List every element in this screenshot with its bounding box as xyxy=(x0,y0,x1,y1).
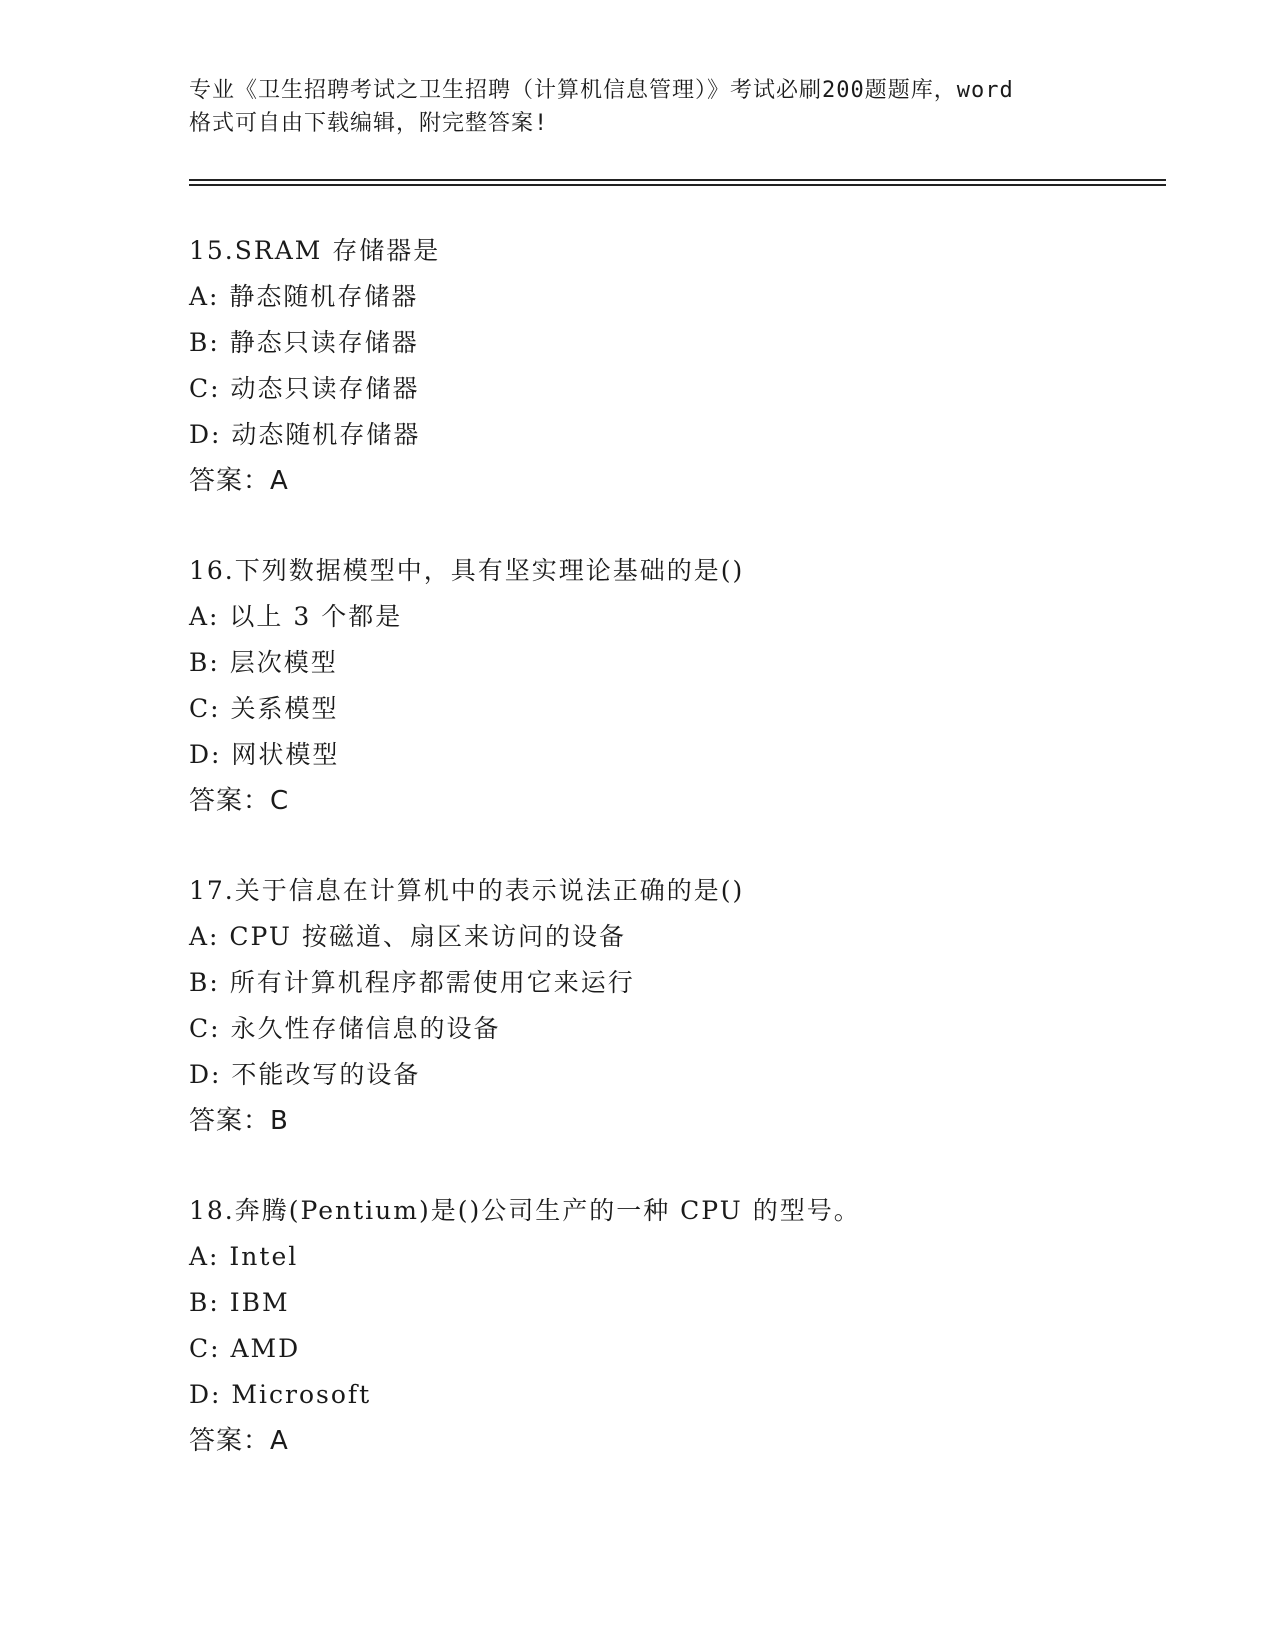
option-a: A: 以上 3 个都是 xyxy=(189,602,403,631)
document-header xyxy=(189,74,1089,140)
header-title-line-1: 专业《卫生招聘考试之卫生招聘（计算机信息管理）》考试必刷200题题库，word xyxy=(189,78,1014,103)
option-c: C: 动态只读存储器 xyxy=(189,374,420,403)
option-b: B: 层次模型 xyxy=(189,648,338,677)
answer-value: C xyxy=(270,786,290,816)
answer-value: B xyxy=(270,1106,289,1136)
question-17 xyxy=(189,868,1169,1144)
answer-label: 答案： xyxy=(189,466,271,496)
answer-line xyxy=(189,458,1169,504)
answer-value: A xyxy=(270,466,289,496)
option-d: D: Microsoft xyxy=(189,1380,372,1409)
answer-value: A xyxy=(270,1426,289,1456)
question-stem: 15.SRAM 存储器是 xyxy=(189,236,441,265)
answer-line xyxy=(189,1098,1169,1144)
header-title-line-2: 格式可自由下载编辑，附完整答案! xyxy=(189,111,549,136)
answer-label: 答案： xyxy=(189,1106,271,1136)
question-stem: 16.下列数据模型中，具有坚实理论基础的是() xyxy=(189,556,745,585)
option-b: B: 静态只读存储器 xyxy=(189,328,419,357)
answer-line xyxy=(189,778,1169,824)
option-b: B: 所有计算机程序都需使用它来运行 xyxy=(189,968,635,997)
header-divider-bottom xyxy=(189,184,1166,186)
question-18 xyxy=(189,1188,1169,1464)
question-stem: 18.奔腾(Pentium)是()公司生产的一种 CPU 的型号。 xyxy=(189,1196,861,1225)
option-a: A: Intel xyxy=(189,1242,299,1271)
question-15 xyxy=(189,228,1169,504)
answer-line xyxy=(189,1418,1169,1464)
option-c: C: AMD xyxy=(189,1334,301,1363)
option-a: A: CPU 按磁道、扇区来访问的设备 xyxy=(189,922,626,951)
option-d: D: 不能改写的设备 xyxy=(189,1060,421,1089)
header-divider-top xyxy=(189,179,1166,181)
answer-label: 答案： xyxy=(189,786,271,816)
answer-label: 答案： xyxy=(189,1426,271,1456)
option-d: D: 动态随机存储器 xyxy=(189,420,421,449)
question-stem: 17.关于信息在计算机中的表示说法正确的是() xyxy=(189,876,745,905)
option-b: B: IBM xyxy=(189,1288,290,1317)
option-a: A: 静态随机存储器 xyxy=(189,282,419,311)
option-d: D: 网状模型 xyxy=(189,740,340,769)
option-c: C: 关系模型 xyxy=(189,694,339,723)
question-16 xyxy=(189,548,1169,824)
option-c: C: 永久性存储信息的设备 xyxy=(189,1014,501,1043)
